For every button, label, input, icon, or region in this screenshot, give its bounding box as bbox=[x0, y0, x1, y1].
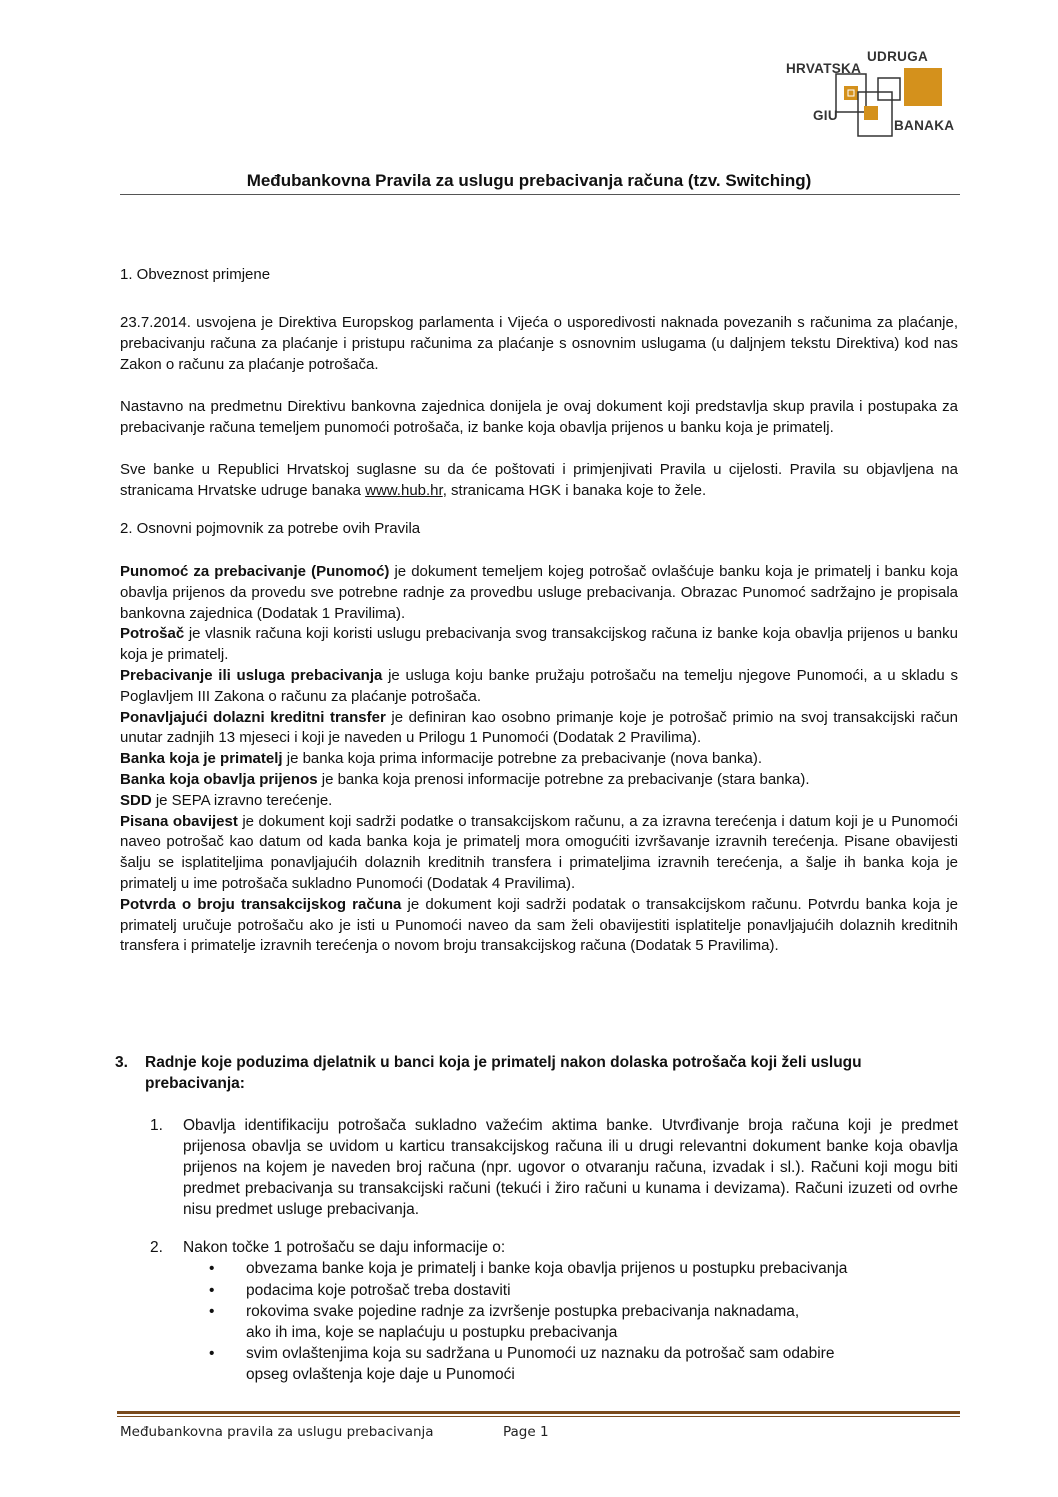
section-1-paragraph-2: Nastavno na predmetnu Direktivu bankovna zajednica donijela je ovaj dokument koji predstavlja skup pravila i postupaka za prebacivanje računa temeljem punomoći potrošača, iz banke koja obavlja prijenos u banku koja je primatelj. bbox=[120, 398, 958, 436]
page-number: Page 1 bbox=[503, 1424, 549, 1440]
glossary-term: Ponavljajući dolazni kreditni transfer je definiran kao osobno primanje koje je potrošač primio na svoj transakcijski račun unutar zadnjih 13 mjeseci i koji je naveden u Prilogu 1 Punomoći (Dodatak 2 Pravilima). bbox=[120, 708, 958, 747]
section-1-paragraph-3: Sve banke u Republici Hrvatskoj suglasne su da će poštovati i primjenjivati Pravila u cijelosti. Pravila su objavljena na stranicama Hrvatske udruge banaka www.hub.hr, stranicama HGK i banaka koje to žele. bbox=[120, 461, 958, 499]
logo-word-hrvatska: HRVATSKA bbox=[786, 61, 862, 76]
title-divider bbox=[120, 194, 960, 195]
glossary-term: Potvrda o broju transakcijskog računa je dokument koji sadrži podatak o transakcijskom računu. Potvrdu banka koja je primatelj uručuje potrošaču ako je isti u Punomoći naveo da sam želi obavijestiti isplatitelje ponavljajućih dolaznih kreditnih transfera i primatelje izravnih terećenja o novom broju transakcijskog računa (Dodatak 5 Pravilima). bbox=[120, 895, 959, 955]
hub-logo bbox=[786, 44, 962, 140]
document-page: HRVATSKA UDRUGA GIU BANAKA Međubankovna Pravila za uslugu prebacivanja računa (tzv. Switching) 1. Obveznost primjene 23.7.2014. usvojena je Direktiva Europskog parlamenta i Vijeća o usporedivosti naknada povezanih s računima za plaćanje, prebacivanju računa za plaćanje i pristupu računima za plaćanje s osnovnim uslugama (u daljnjem tekstu Direktiva) kod nas Zakon o računu za plaćanje potrošača. Nastavno na predmetnu Direktivu bankovna zajednica donijela je ovaj dokument koji predstavlja skup pravila i postupaka za prebacivanje računa temeljem punomoći potrošača, iz banke koja obavlja prijenos u banku koja je primatelj. Sve banke u Republici Hrvatskoj suglasne su da će poštovati i primjenjivati Pravila u cijelosti. Pravila su objavljena na stranicama Hrvatske udruge banaka www.hub.hr, stranicama HGK i banaka koje to žele. 2. Osnovni pojmovnik za potrebe ovih Pravila Punomoć za prebacivanje (Punomoć) je dokument temeljem kojeg potrošač ovlašćuje banku koja je primatelj i banku koja obavlja prijenos da provedu sve potrebne radnje za provedbu usluge prebacivanja. Obrazac Punomoć sadržajno je propisala bankovna zajednica (Dodatak 1 Pravilima). Potrošač je vlasnik računa koji koristi uslugu prebacivanja svog transakcijskog računa iz banke koja obavlja prijenos u banku koja je primatelj. Prebacivanje ili usluga prebacivanja je usluga koju banke pružaju potrošaču na temelju njegove Punomoći, a u skladu s Poglavljem III Zakona o računu za plaćanje potrošača. Ponavljajući dolazni kreditni transfer je definiran kao osobno primanje koje je potrošač primio na svoj transakcijski račun unutar zadnjih 13 mjeseci i koji je naveden u Prilogu 1 Punomoći (Dodatak 2 Pravilima). Banka koja je primatelj je banka koja prima informacije potrebne za prebacivanje (nova banka). Banka koja obavlja prijenos je banka koja prenosi informacije potrebne za prebacivanje (stara banka). SDD je SEPA izravno terećenje. Pisana obavijest je dokument koji sadrži podatke o transakcijskom računu, a za izravna terećenja i datum koji je u Punomoći naveo potrošač kao datum od kada banka koja je primatelj mora omogućiti izvršavanje izravnih terećenja. Pisane obavijesti šalju se isplatiteljima ponavljajućih dolaznih kreditnih transfera i primateljima izravnih terećenja, a šalje ih banka koja je primatelj u ime potrošača sukladno Punomoći (Dodatak 4 Pravilima). Potvrda o broju transakcijskog računa je dokument koji sadrži podatak o transakcijskom računu. Potvrdu banka koja je primatelj uručuje potrošaču ako je isti u Punomoći naveo da sam želi obavijestiti isplatitelje ponavljajućih dolaznih kreditnih transfera i primatelje izravnih terećenja o novom broju transakcijskog računa (Dodatak 5 Pravilima). 3. Radnje koje poduzima djelatnik u banci koja je primatelj nakon dolaska potrošača koji želi uslugu prebacivanja: 1. Obavlja identifikaciju potrošača sukladno važećim aktima banke. Utvrđivanje broja računa koji je predmet prijenosa obavlja se uvidom u karticu transakcijskog računa ili u drugi relevantni dokument banke koja obavlja prijenos na kojem je naveden broj računa (npr. ugovor o otvaranju računa, izvadak i sl.). Računi koji mogu biti predmet prebacivanja su transakcijski računi (tekući i žiro računi u kunama i devizama). Računi izuzeti od ovrhe nisu predmet usluge prebacivanja. 2. Nakon točke 1 potrošaču se daju informacije o: • obvezama banke koja je primatelj i banke koja obavlja prijenos u postupku prebacivanja • podacima koje potrošač treba dostaviti • rokovima svake pojedine radnje za izvršenje postupka prebacivanja naknadama, ako ih ima, koje se naplaćuju u postupku prebacivanja • svim ovlaštenjima koja su sadržana u Punomoći uz naznaku da potrošač sam odabire opseg ovlaštenja koje daje u Punomoći Međubankovna pravila za uslugu prebacivanja Page 1 bbox=[0, 0, 1058, 1497]
directive-date: 23.7.2014 bbox=[120, 314, 187, 331]
glossary-term: Prebacivanje ili usluga prebacivanja je usluga koju banke pružaju potrošaču na temelju njegove Punomoći, a u skladu s Poglavljem III Zakona o računu za plaćanje potrošača. bbox=[120, 666, 958, 705]
document-title: Međubankovna Pravila za uslugu prebacivanja računa (tzv. Switching) bbox=[246, 171, 812, 190]
logo-word-giu: GIU bbox=[813, 108, 838, 123]
glossary-term: Potrošač je vlasnik računa koji koristi uslugu prebacivanja svog transakcijskog računa iz banke koja obavlja prijenos u banku koja je primatelj. bbox=[120, 625, 958, 664]
glossary-term: Punomoć za prebacivanje (Punomoć) je dokument temeljem kojeg potrošač ovlašćuje banku koja je primatelj i banku koja obavlja prijenos da provedu sve potrebne radnje za provedbu usluge prebacivanja. Obrazac Punomoć sadržajno je propisala bankovna zajednica (Dodatak 1 Pravilima). bbox=[120, 563, 958, 622]
section-1-heading: 1. Obveznost primjene bbox=[120, 266, 271, 283]
hub-website-link[interactable]: www.hub.hr bbox=[365, 481, 443, 499]
logo-word-banaka: BANAKA bbox=[894, 118, 955, 133]
footer-rule-thin bbox=[117, 1416, 960, 1417]
footer-text: Međubankovna pravila za uslugu prebacivanja bbox=[120, 1424, 434, 1440]
logo-word-udruga: UDRUGA bbox=[867, 49, 929, 64]
glossary-term: Banka koja je primatelj je banka koja prima informacije potrebne za prebacivanje (nova banka). bbox=[120, 750, 763, 768]
glossary-term: SDD je SEPA izravno terećenje. bbox=[120, 791, 333, 809]
footer-rule-thick bbox=[117, 1411, 960, 1414]
glossary-list bbox=[120, 562, 958, 957]
section-1-paragraph-1: 23.7.2014. usvojena je Direktiva Europskog parlamenta i Vijeća o usporedivosti naknada povezanih s računima za plaćanje, prebacivanju računa za plaćanje i pristupu računima za plaćanje s osnovnim uslugama (u daljnjem tekstu Direktiva) kod nas Zakon o računu za plaćanje potrošača. bbox=[120, 314, 958, 373]
section-2-heading: 2. Osnovni pojmovnik za potrebe ovih Pravila bbox=[120, 520, 421, 537]
glossary-term: Pisana obavijest je dokument koji sadrži podatke o transakcijskom računu, a za izravna terećenja i datum koji je u Punomoći naveo potrošač kao datum od kada banka koja je primatelj mora omogućiti izvršavanje izravnih terećenja. Pisane obavijesti šalju se isplatiteljima ponavljajućih dolaznih kreditnih transfera i primateljima izravnih terećenja, a šalje ih banka koja je primatelj u ime potrošača sukladno Punomoći (Dodatak 4 Pravilima). bbox=[120, 812, 958, 892]
glossary-term: Banka koja obavlja prijenos je banka koja prenosi informacije potrebne za prebacivanje (stara banka). bbox=[120, 770, 810, 788]
